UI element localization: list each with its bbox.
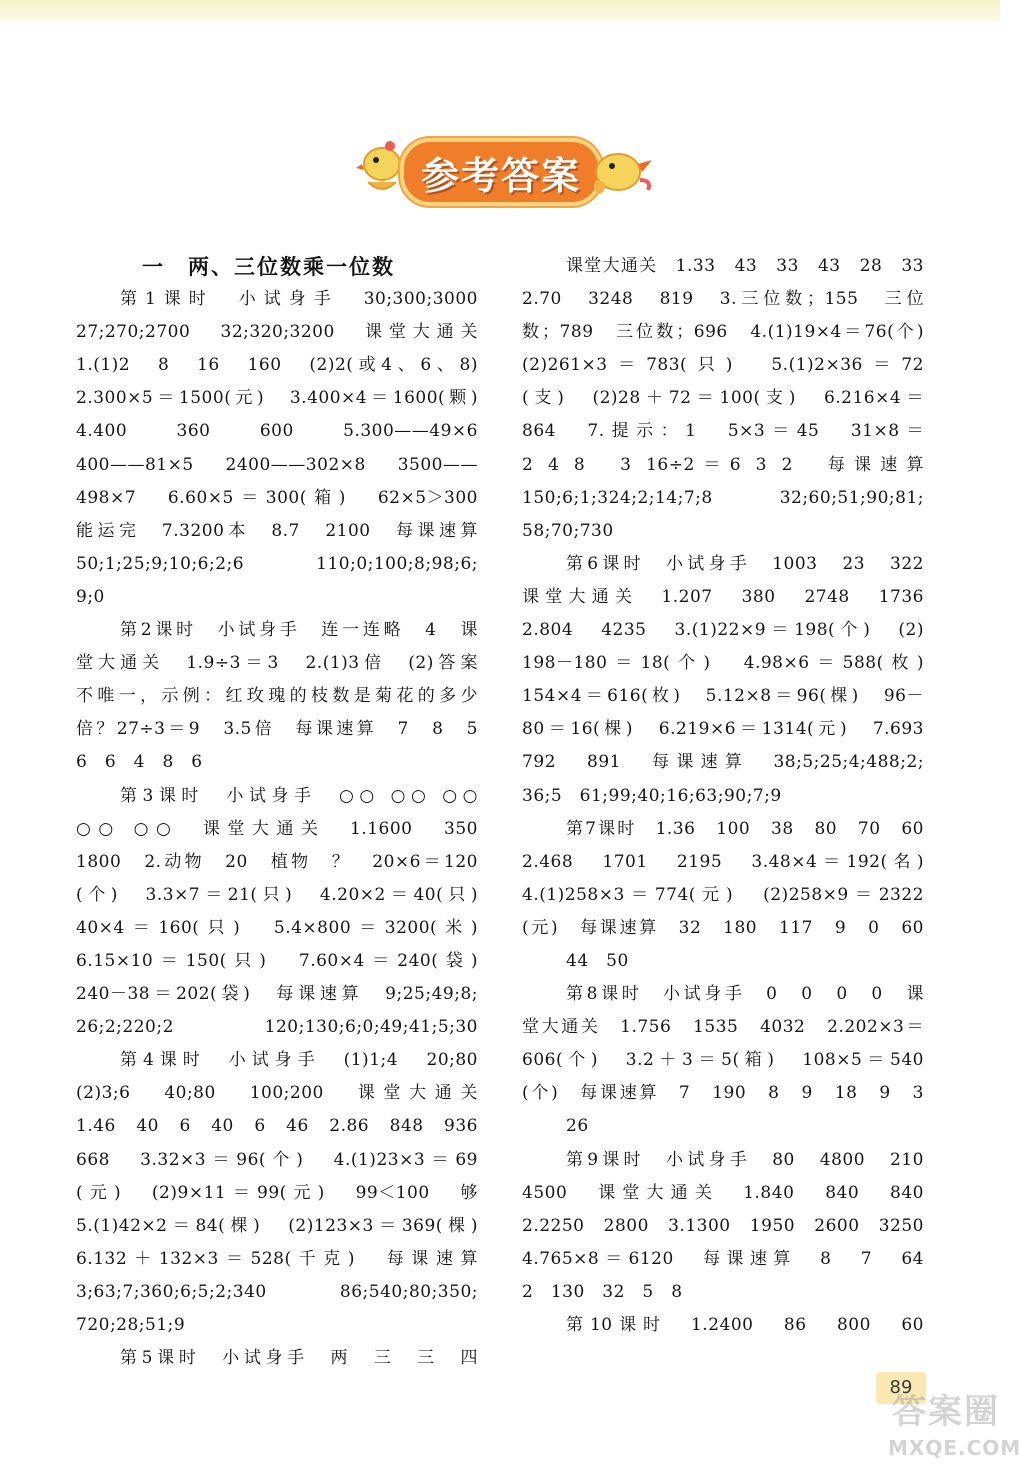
answer-line: 2 4 8 3 16÷2＝6 3 2 每课速算 xyxy=(522,454,924,475)
answer-line: 3;63;7;360;6;5;2;340 86;540;80;350; xyxy=(76,1281,478,1302)
answer-line: 2.70 3248 819 3.三位数；155 三位 xyxy=(522,289,924,310)
answer-line: 4.400 360 600 5.300——49×6 xyxy=(76,421,478,442)
answer-line: (个) 每课速算 7 190 8 9 18 9 3 xyxy=(522,1083,924,1104)
answer-line: 数；789 三位数；696 4.(1)19×4＝76(个) xyxy=(522,322,924,343)
answer-line: 668 3.32×3＝96(个) 4.(1)23×3＝69 xyxy=(76,1149,478,1170)
answer-line: 864 7.提示：1 5×3＝45 31×8＝ xyxy=(522,421,924,442)
answer-line: 27;270;2700 32;320;3200 课堂大通关 xyxy=(76,322,478,343)
answer-line: 36;5 61;99;40;16;63;90;7;9 xyxy=(522,785,782,806)
watermark-url: MXQE.COM xyxy=(888,1436,1021,1460)
answer-line: 50;1;25;9;10;6;2;6 110;0;100;8;98;6; xyxy=(76,553,478,574)
right-answer-column xyxy=(522,250,924,1342)
answer-line: 4.(1)258×3＝774(元) (2)258×9＝2322 xyxy=(522,884,924,905)
answer-line: ○○ ○○ 课堂大通关 1.1600 350 xyxy=(76,818,478,839)
lesson-heading-line: 第2课时 小试身手 连一连略 4 课 xyxy=(120,620,478,641)
answer-line: 80＝16(棵) 6.219×6＝1314(元) 7.693 xyxy=(522,719,924,740)
answer-line: (支) (2)28＋72＝100(支) 6.216×4＝ xyxy=(522,388,924,409)
answer-line: 58;70;730 xyxy=(522,520,614,541)
answer-line: 课堂大通关 1.207 380 2748 1736 xyxy=(522,586,924,607)
answer-line: 26;2;220;2 120;130;6;0;49;41;5;30 xyxy=(76,1017,478,1038)
answer-line: 第1课时 小试身手 30;300;3000 xyxy=(120,289,478,310)
answer-line: (元) 每课速算 32 180 117 9 0 60 xyxy=(522,917,924,938)
lesson-heading-line: 第7课时 1.36 100 38 80 70 60 xyxy=(566,818,924,839)
left-bird-icon xyxy=(356,134,404,198)
answer-line: 1.(1)2 8 16 160 (2)2(或4、6、8) xyxy=(76,355,478,376)
lesson-heading-line: 第6课时 小试身手 1003 23 322 xyxy=(566,553,924,574)
answer-line: 720;28;51;9 xyxy=(76,1315,186,1335)
lesson-heading-line: 第10课时 1.2400 86 800 60 xyxy=(566,1315,924,1335)
answer-line: 2.300×5＝1500(元) 3.400×4＝1600(颗) xyxy=(76,388,478,409)
answer-line: (元) (2)9×11＝99(元) 99＜100 够 xyxy=(76,1182,478,1203)
answer-line: 堂大通关 1.9÷3＝3 2.(1)3倍 (2)答案 xyxy=(76,653,478,674)
answer-line: 40×4＝160(只) 5.4×800＝3200(米) xyxy=(76,917,478,938)
answer-line: 792 891 每课速算 38;5;25;4;488;2; xyxy=(522,752,924,773)
answer-line: 198－180＝18(个) 4.98×6＝588(枚) xyxy=(522,653,924,674)
answer-line: 4500 课堂大通关 1.840 840 840 xyxy=(522,1182,924,1203)
answer-key-banner xyxy=(352,130,652,208)
answer-line: 6.132＋132×3＝528(千克) 每课速算 xyxy=(76,1248,478,1269)
answer-line: (个) 3.3×7＝21(只) 4.20×2＝40(只) xyxy=(76,884,478,905)
answer-line: 倍？27÷3＝9 3.5倍 每课速算 7 8 5 xyxy=(76,719,478,740)
answer-line: 课堂大通关 1.33 43 33 43 28 33 xyxy=(566,256,924,276)
left-answer-column xyxy=(76,250,478,1375)
answer-line: 2 130 32 5 8 xyxy=(522,1281,683,1302)
lesson-heading-line: 第3课时 小试身手 ○○ ○○ ○○ xyxy=(120,785,478,806)
answer-line: 不唯一，示例：红玫瑰的枝数是菊花的多少 xyxy=(76,686,478,707)
answer-line: 606(个) 3.2＋3＝5(箱) 108×5＝540 xyxy=(522,1050,924,1071)
answer-line: (2)3;6 40;80 100;200 课堂大通关 xyxy=(76,1083,478,1104)
answer-line: 2.804 4235 3.(1)22×9＝198(个) (2) xyxy=(522,620,924,641)
lesson-heading-line: 第5课时 小试身手 两 三 三 四 xyxy=(120,1348,478,1369)
answer-line: 498×7 6.60×5＝300(箱) 62×5＞300 xyxy=(76,487,478,508)
answer-line: 9;0 xyxy=(76,586,105,607)
answer-line: 2.468 1701 2195 3.48×4＝192(名) xyxy=(522,851,924,872)
answer-line: 堂大通关 1.756 1535 4032 2.202×3＝ xyxy=(522,1017,924,1038)
answer-line: 150;6;1;324;2;14;7;8 32;60;51;90;81; xyxy=(522,487,924,508)
watermark xyxy=(888,1384,1021,1474)
answer-line: 26 xyxy=(566,1116,589,1137)
answer-line: 能运完 7.3200本 8.7 2100 每课速算 xyxy=(76,520,478,541)
answer-line: 240－38＝202(袋) 每课速算 9;25;49;8; xyxy=(76,984,478,1005)
answer-line: 4.765×8＝6120 每课速算 8 7 64 xyxy=(522,1248,924,1269)
top-color-band xyxy=(0,0,1000,22)
page-number: 89 xyxy=(876,1372,926,1404)
banner-title: 参考答案 xyxy=(420,153,581,198)
chapter-title: 一 两、三位数乘一位数 xyxy=(142,254,395,279)
answer-line: 44 50 xyxy=(566,950,629,971)
answer-line: (2)261×3＝783(只) 5.(1)2×36＝72 xyxy=(522,355,924,376)
answer-line: 400——81×5 2400——302×8 3500—— xyxy=(76,454,478,475)
answer-line: 6 6 4 8 6 xyxy=(76,752,203,773)
answer-line: 2.2250 2800 3.1300 1950 2600 3250 xyxy=(522,1215,924,1236)
watermark-logo-text: 答案圈 xyxy=(892,1392,1000,1432)
answer-line: 1800 2.动物 20 植物 ？ 20×6＝120 xyxy=(76,851,478,872)
lesson-heading-line: 第9课时 小试身手 80 4800 210 xyxy=(566,1149,924,1170)
answer-line: 5.(1)42×2＝84(棵) (2)123×3＝369(棵) xyxy=(76,1215,478,1236)
answer-line: 1.46 40 6 40 6 46 2.86 848 936 xyxy=(76,1116,478,1137)
lesson-heading-line: 第8课时 小试身手 0 0 0 0 课 xyxy=(566,984,924,1005)
answer-line: 154×4＝616(枚) 5.12×8＝96(棵) 96－ xyxy=(522,686,924,707)
right-bird-icon xyxy=(590,140,654,198)
lesson-heading-line: 第4课时 小试身手 (1)1;4 20;80 xyxy=(120,1050,478,1071)
answer-line: 6.15×10＝150(只) 7.60×4＝240(袋) xyxy=(76,950,478,971)
